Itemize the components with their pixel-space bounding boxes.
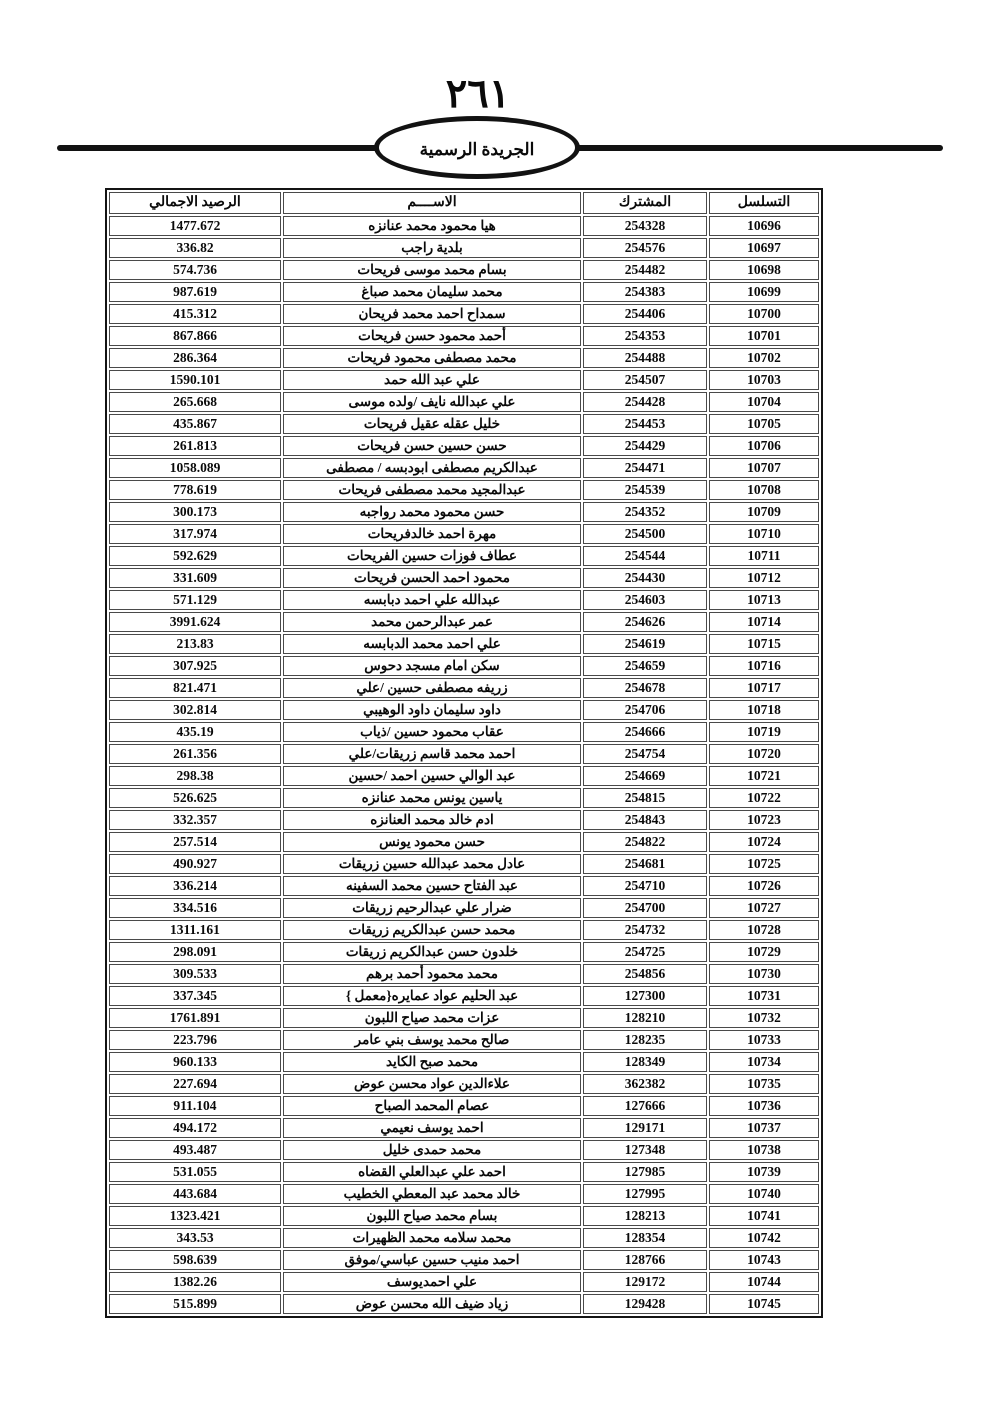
serial-cell: 10707 — [709, 458, 819, 478]
table-row — [109, 810, 819, 830]
table-row — [109, 854, 819, 874]
name-cell: بسام محمد صياح اللبون — [283, 1206, 581, 1226]
serial-cell: 10740 — [709, 1184, 819, 1204]
table-row — [109, 326, 819, 346]
subscriber-cell: 254603 — [583, 590, 707, 610]
col-header-subscriber: المشترك — [583, 192, 707, 214]
balance-cell: 960.133 — [109, 1052, 281, 1072]
table-row — [109, 788, 819, 808]
subscriber-cell: 129172 — [583, 1272, 707, 1292]
table-header — [109, 192, 819, 214]
subscriber-cell: 254626 — [583, 612, 707, 632]
serial-cell: 10745 — [709, 1294, 819, 1314]
subscriber-cell: 129428 — [583, 1294, 707, 1314]
name-cell: علاءالدين عواد محسن عوض — [283, 1074, 581, 1094]
subscriber-cell: 128349 — [583, 1052, 707, 1072]
subscriber-cell: 127995 — [583, 1184, 707, 1204]
subscriber-cell: 254706 — [583, 700, 707, 720]
balance-cell: 1477.672 — [109, 216, 281, 236]
subscriber-cell: 254353 — [583, 326, 707, 346]
page-number: ٢٦١ — [445, 71, 511, 116]
table-row — [109, 1206, 819, 1226]
serial-cell: 10716 — [709, 656, 819, 676]
serial-cell: 10733 — [709, 1030, 819, 1050]
name-cell: محمد سليمان محمد صباغ — [283, 282, 581, 302]
table-row — [109, 766, 819, 786]
subscriber-cell: 128235 — [583, 1030, 707, 1050]
serial-cell: 10744 — [709, 1272, 819, 1292]
name-cell: صالح محمد يوسف بني عامر — [283, 1030, 581, 1050]
name-cell: علي احمديوسف — [283, 1272, 581, 1292]
serial-cell: 10713 — [709, 590, 819, 610]
table-row — [109, 480, 819, 500]
table-row — [109, 524, 819, 544]
table-row — [109, 1096, 819, 1116]
balance-cell: 867.866 — [109, 326, 281, 346]
balance-cell: 574.736 — [109, 260, 281, 280]
subscriber-cell: 254822 — [583, 832, 707, 852]
subscriber-cell: 254328 — [583, 216, 707, 236]
balance-cell: 592.629 — [109, 546, 281, 566]
subscriber-cell: 254619 — [583, 634, 707, 654]
table-row — [109, 458, 819, 478]
serial-cell: 10721 — [709, 766, 819, 786]
name-cell: حسن محمود يونس — [283, 832, 581, 852]
serial-cell: 10731 — [709, 986, 819, 1006]
subscriber-cell: 254428 — [583, 392, 707, 412]
subscriber-cell: 127300 — [583, 986, 707, 1006]
name-cell: ضرار علي عبدالرحيم زريقات — [283, 898, 581, 918]
balance-cell: 300.173 — [109, 502, 281, 522]
table-row — [109, 1250, 819, 1270]
serial-cell: 10739 — [709, 1162, 819, 1182]
balance-cell: 778.619 — [109, 480, 281, 500]
serial-cell: 10702 — [709, 348, 819, 368]
table-row — [109, 502, 819, 522]
balance-cell: 213.83 — [109, 634, 281, 654]
serial-cell: 10711 — [709, 546, 819, 566]
subscriber-cell: 254843 — [583, 810, 707, 830]
serial-cell: 10701 — [709, 326, 819, 346]
table-row — [109, 1052, 819, 1072]
balance-cell: 1311.161 — [109, 920, 281, 940]
name-cell: أحمد محمود حسن فريحات — [283, 326, 581, 346]
serial-cell: 10705 — [709, 414, 819, 434]
subscriber-cell: 254576 — [583, 238, 707, 258]
table-row — [109, 986, 819, 1006]
name-cell: ادم خالد محمد العنانزه — [283, 810, 581, 830]
name-cell: محمد صبح الكايد — [283, 1052, 581, 1072]
name-cell: عبد الحليم عواد عمايره{معمل } — [283, 986, 581, 1006]
name-cell: عبدالمجيد محمد مصطفى فريحات — [283, 480, 581, 500]
balance-cell: 261.356 — [109, 744, 281, 764]
balance-cell: 265.668 — [109, 392, 281, 412]
name-cell: ياسين يونس محمد عنانزه — [283, 788, 581, 808]
table-row — [109, 436, 819, 456]
subscriber-cell: 128354 — [583, 1228, 707, 1248]
name-cell: خالد محمد عبد المعطي الخطيب — [283, 1184, 581, 1204]
balance-cell: 302.814 — [109, 700, 281, 720]
serial-cell: 10732 — [709, 1008, 819, 1028]
balance-cell: 571.129 — [109, 590, 281, 610]
serial-cell: 10706 — [709, 436, 819, 456]
balance-cell: 1058.089 — [109, 458, 281, 478]
balance-cell: 1590.101 — [109, 370, 281, 390]
balance-cell: 286.364 — [109, 348, 281, 368]
subscriber-cell: 254500 — [583, 524, 707, 544]
serial-cell: 10722 — [709, 788, 819, 808]
subscriber-cell: 127985 — [583, 1162, 707, 1182]
header-row — [109, 192, 819, 214]
table-row — [109, 656, 819, 676]
table-row — [109, 304, 819, 324]
subscriber-cell: 254681 — [583, 854, 707, 874]
balance-cell: 1382.26 — [109, 1272, 281, 1292]
name-cell: محمد حسن عبدالكريم زريقات — [283, 920, 581, 940]
table-row — [109, 964, 819, 984]
balance-cell: 336.214 — [109, 876, 281, 896]
serial-cell: 10708 — [709, 480, 819, 500]
name-cell: عبدالله علي احمد دبابسه — [283, 590, 581, 610]
subscriber-cell: 254430 — [583, 568, 707, 588]
balance-cell: 336.82 — [109, 238, 281, 258]
balance-cell: 435.867 — [109, 414, 281, 434]
gazette-seal — [374, 116, 580, 179]
subscriber-cell: 128766 — [583, 1250, 707, 1270]
table-row — [109, 612, 819, 632]
table-row — [109, 832, 819, 852]
table-row — [109, 1272, 819, 1292]
table-row — [109, 1074, 819, 1094]
name-cell: محمد سلامه محمد الظهيرات — [283, 1228, 581, 1248]
name-cell: علي احمد محمد الدبابسه — [283, 634, 581, 654]
subscriber-cell: 254815 — [583, 788, 707, 808]
col-header-balance: الرصيد الاجمالي — [109, 192, 281, 214]
balance-cell: 1323.421 — [109, 1206, 281, 1226]
name-cell: محمد مصطفى محمود فريحات — [283, 348, 581, 368]
serial-cell: 10714 — [709, 612, 819, 632]
table-row — [109, 1140, 819, 1160]
table-row — [109, 1294, 819, 1314]
table-row — [109, 1184, 819, 1204]
table-row — [109, 942, 819, 962]
balance-cell: 531.055 — [109, 1162, 281, 1182]
subscriber-cell: 127348 — [583, 1140, 707, 1160]
balance-cell: 337.345 — [109, 986, 281, 1006]
serial-cell: 10719 — [709, 722, 819, 742]
serial-cell: 10703 — [709, 370, 819, 390]
name-cell: سمداح احمد محمد فريحان — [283, 304, 581, 324]
name-cell: علي عبد الله حمد — [283, 370, 581, 390]
balance-cell: 526.625 — [109, 788, 281, 808]
subscriber-cell: 254406 — [583, 304, 707, 324]
balance-cell: 435.19 — [109, 722, 281, 742]
subscriber-cell: 254352 — [583, 502, 707, 522]
serial-cell: 10720 — [709, 744, 819, 764]
subscriber-cell: 254669 — [583, 766, 707, 786]
table-row — [109, 1030, 819, 1050]
balance-cell: 1761.891 — [109, 1008, 281, 1028]
serial-cell: 10697 — [709, 238, 819, 258]
subscriber-cell: 362382 — [583, 1074, 707, 1094]
name-cell: عبد الوالي حسين احمد /حسين — [283, 766, 581, 786]
subscriber-cell: 254732 — [583, 920, 707, 940]
subscriber-cell: 254710 — [583, 876, 707, 896]
name-cell: محمد حمدى خليل — [283, 1140, 581, 1160]
serial-cell: 10715 — [709, 634, 819, 654]
subscriber-cell: 254725 — [583, 942, 707, 962]
balance-cell: 911.104 — [109, 1096, 281, 1116]
serial-cell: 10729 — [709, 942, 819, 962]
table-row — [109, 1228, 819, 1248]
name-cell: بسام محمد موسى فريحات — [283, 260, 581, 280]
serial-cell: 10730 — [709, 964, 819, 984]
table-row — [109, 876, 819, 896]
table-row — [109, 744, 819, 764]
table-row — [109, 898, 819, 918]
name-cell: سكن امام مسجد دحوس — [283, 656, 581, 676]
table-row — [109, 260, 819, 280]
subscriber-cell: 254856 — [583, 964, 707, 984]
records-body — [109, 216, 819, 1314]
name-cell: مهرة احمد خالدفريحات — [283, 524, 581, 544]
name-cell: احمد منيب حسين عباسي/موفق — [283, 1250, 581, 1270]
name-cell: داود سليمان داود الوهيبي — [283, 700, 581, 720]
serial-cell: 10696 — [709, 216, 819, 236]
balance-cell: 317.974 — [109, 524, 281, 544]
subscriber-cell: 254544 — [583, 546, 707, 566]
serial-cell: 10712 — [709, 568, 819, 588]
name-cell: علي عبدالله نايف /ولده موسى — [283, 392, 581, 412]
name-cell: زريفه مصطفى حسين /علي — [283, 678, 581, 698]
balance-cell: 494.172 — [109, 1118, 281, 1138]
serial-cell: 10725 — [709, 854, 819, 874]
table-row — [109, 348, 819, 368]
table-row — [109, 700, 819, 720]
serial-cell: 10727 — [709, 898, 819, 918]
subscriber-cell: 254700 — [583, 898, 707, 918]
balance-cell: 332.357 — [109, 810, 281, 830]
table-row — [109, 590, 819, 610]
table-row — [109, 370, 819, 390]
serial-cell: 10726 — [709, 876, 819, 896]
name-cell: عمر عبدالرحمن محمد — [283, 612, 581, 632]
balance-cell: 227.694 — [109, 1074, 281, 1094]
balance-cell: 334.516 — [109, 898, 281, 918]
subscriber-cell: 129171 — [583, 1118, 707, 1138]
serial-cell: 10724 — [709, 832, 819, 852]
name-cell: عطاف فوزات حسين الفريحات — [283, 546, 581, 566]
serial-cell: 10728 — [709, 920, 819, 940]
subscriber-cell: 254453 — [583, 414, 707, 434]
subscriber-cell: 254666 — [583, 722, 707, 742]
name-cell: احمد علي عبدالعلي القضاه — [283, 1162, 581, 1182]
subscriber-cell: 254659 — [583, 656, 707, 676]
table-row — [109, 392, 819, 412]
serial-cell: 10742 — [709, 1228, 819, 1248]
serial-cell: 10717 — [709, 678, 819, 698]
subscriber-cell: 254471 — [583, 458, 707, 478]
balance-cell: 493.487 — [109, 1140, 281, 1160]
table-row — [109, 722, 819, 742]
balance-cell: 298.091 — [109, 942, 281, 962]
name-cell: خلدون حسن عبدالكريم زريقات — [283, 942, 581, 962]
table-row — [109, 216, 819, 236]
name-cell: عزات محمد صياح اللبون — [283, 1008, 581, 1028]
subscriber-cell: 128213 — [583, 1206, 707, 1226]
balance-cell: 490.927 — [109, 854, 281, 874]
balance-cell: 298.38 — [109, 766, 281, 786]
serial-cell: 10704 — [709, 392, 819, 412]
table-row — [109, 1118, 819, 1138]
subscriber-cell: 254429 — [583, 436, 707, 456]
name-cell: احمد محمد قاسم زريقات/علي — [283, 744, 581, 764]
balance-cell: 515.899 — [109, 1294, 281, 1314]
table-row — [109, 238, 819, 258]
serial-cell: 10736 — [709, 1096, 819, 1116]
name-cell: عادل محمد عبدالله حسين زريقات — [283, 854, 581, 874]
serial-cell: 10735 — [709, 1074, 819, 1094]
balance-cell: 415.312 — [109, 304, 281, 324]
balance-cell: 257.514 — [109, 832, 281, 852]
records-table — [105, 188, 823, 1318]
name-cell: محمود احمد الحسن فريحات — [283, 568, 581, 588]
balance-cell: 223.796 — [109, 1030, 281, 1050]
serial-cell: 10709 — [709, 502, 819, 522]
balance-cell: 3991.624 — [109, 612, 281, 632]
table-row — [109, 1162, 819, 1182]
name-cell: احمد يوسف نعيمي — [283, 1118, 581, 1138]
balance-cell: 598.639 — [109, 1250, 281, 1270]
table-row — [109, 1008, 819, 1028]
subscriber-cell: 254488 — [583, 348, 707, 368]
col-header-serial: التسلسل — [709, 192, 819, 214]
serial-cell: 10718 — [709, 700, 819, 720]
name-cell: محمد محمود أحمد برهم — [283, 964, 581, 984]
subscriber-cell: 254482 — [583, 260, 707, 280]
serial-cell: 10710 — [709, 524, 819, 544]
subscriber-cell: 254539 — [583, 480, 707, 500]
serial-cell: 10698 — [709, 260, 819, 280]
serial-cell: 10737 — [709, 1118, 819, 1138]
gazette-title: الجريدة الرسمية — [419, 140, 535, 159]
balance-cell: 307.925 — [109, 656, 281, 676]
serial-cell: 10700 — [709, 304, 819, 324]
table-row — [109, 546, 819, 566]
name-cell: حسن محمود محمد رواجبه — [283, 502, 581, 522]
balance-cell: 343.53 — [109, 1228, 281, 1248]
serial-cell: 10743 — [709, 1250, 819, 1270]
subscriber-cell: 128210 — [583, 1008, 707, 1028]
serial-cell: 10738 — [709, 1140, 819, 1160]
col-header-name: الاســــم — [283, 192, 581, 214]
name-cell: هيا محمود محمد عنانزه — [283, 216, 581, 236]
serial-cell: 10723 — [709, 810, 819, 830]
balance-cell: 309.533 — [109, 964, 281, 984]
name-cell: عقاب محمود حسين /ذياب — [283, 722, 581, 742]
table-row — [109, 414, 819, 434]
name-cell: عصام المحمد الصباح — [283, 1096, 581, 1116]
table-row — [109, 634, 819, 654]
name-cell: بلدية راجب — [283, 238, 581, 258]
balance-cell: 987.619 — [109, 282, 281, 302]
balance-cell: 821.471 — [109, 678, 281, 698]
subscriber-cell: 127666 — [583, 1096, 707, 1116]
table-row — [109, 568, 819, 588]
subscriber-cell: 254507 — [583, 370, 707, 390]
serial-cell: 10734 — [709, 1052, 819, 1072]
subscriber-cell: 254754 — [583, 744, 707, 764]
name-cell: خليل عقله عقيل فريحات — [283, 414, 581, 434]
name-cell: حسن حسين حسن فريحات — [283, 436, 581, 456]
name-cell: زياد ضيف الله محسن عوض — [283, 1294, 581, 1314]
name-cell: عبدالكريم مصطفى ابودبسه / مصطفى — [283, 458, 581, 478]
table-row — [109, 282, 819, 302]
balance-cell: 331.609 — [109, 568, 281, 588]
name-cell: عبد الفتاح حسين محمد السفينه — [283, 876, 581, 896]
subscriber-cell: 254678 — [583, 678, 707, 698]
subscriber-cell: 254383 — [583, 282, 707, 302]
table-row — [109, 678, 819, 698]
balance-cell: 261.813 — [109, 436, 281, 456]
balance-cell: 443.684 — [109, 1184, 281, 1204]
table-row — [109, 920, 819, 940]
serial-cell: 10699 — [709, 282, 819, 302]
serial-cell: 10741 — [709, 1206, 819, 1226]
